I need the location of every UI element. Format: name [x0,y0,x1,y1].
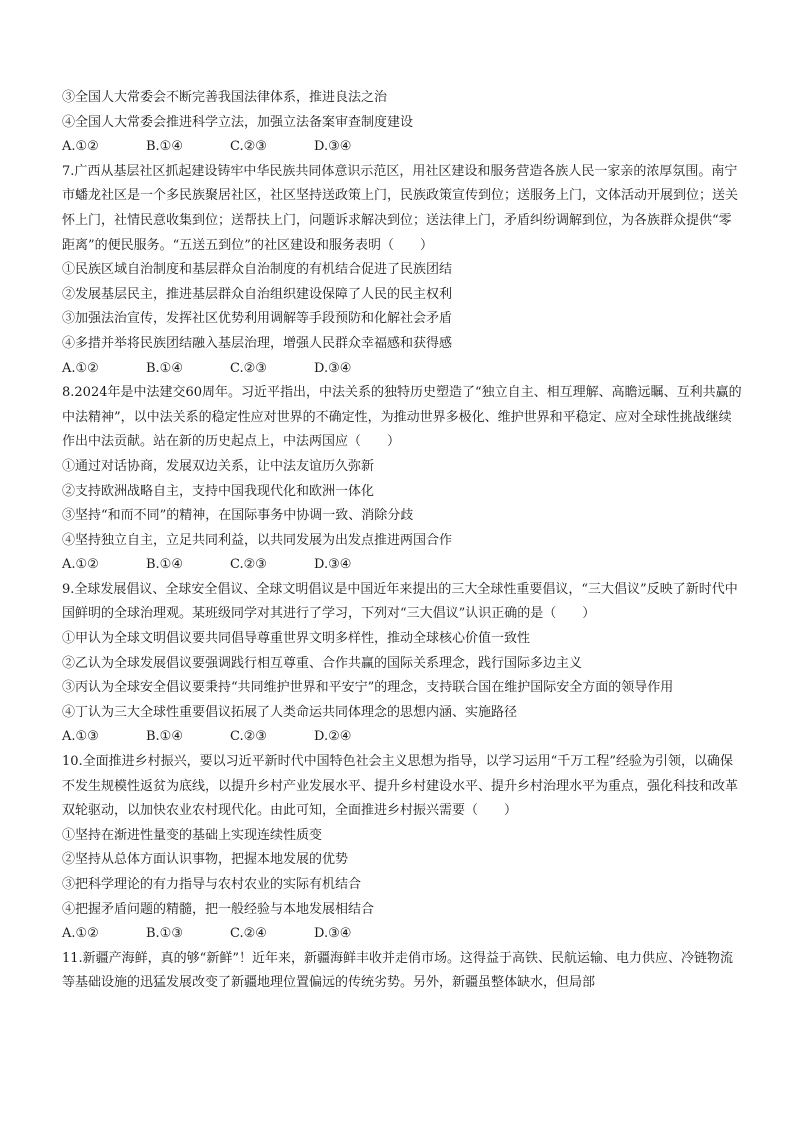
option-line: ③丙认为全球安全倡议要秉持“共同维护世界和平安宁”的理念，支持联合国在维护国际安全方面的领导作用 [62,680,674,696]
choice-b: B.①④ [146,557,183,573]
choice-b: B.①④ [146,360,183,376]
choice-d: D.②④ [314,729,352,745]
option-line: ④全国人大常委会推进科学立法，加强立法备案审查制度建设 [62,114,414,130]
choice-d: D.③④ [314,926,352,942]
choice-c: C.②④ [230,926,267,942]
choice-a: A.①③ [62,729,99,745]
question-11-stem: 11.新疆产海鲜，真的够“新鲜”！近年来，新疆海鲜丰收并走俏市场。这得益于高铁、民航运输、电力供应、冷链物流等基础设施的迅猛发展改变了新疆地理位置偏远的传统劣势。另外，新疆虽整体缺水，但局部 [62,950,733,991]
answer-choices [62,553,742,578]
choice-c: C.②③ [230,729,267,745]
choice-d: D.③④ [314,557,352,573]
choice-a: A.①② [62,360,99,376]
option-line: ③坚持“和而不同”的精神，在国际事务中协调一致、消除分歧 [62,508,414,524]
question-8-stem: 8.2024年是中法建交60周年。习近平指出，中法关系的独特历史塑造了“独立自主、相互理解、高瞻远瞩、互利共赢的中法精神”，以中法关系的稳定性应对世界的不确定性，为推动世界多极化、维护世界和平稳定、应对全球性挑战继续作出中法贡献。站在新的历史起点上，中法两国应（ ） [62,385,742,450]
option-line: ④坚持独立自主，立足共同利益，以共同发展为出发点推进两国合作 [62,532,453,548]
option-line: ①坚持在渐进性量变的基础上实现连续性质变 [62,827,323,843]
option-line: ③加强法治宣传，发挥社区优势利用调解等手段预防和化解社会矛盾 [62,311,453,327]
choice-b: B.①③ [146,926,183,942]
option-line: ③全国人大常委会不断完善我国法律体系，推进良法之治 [62,90,388,105]
option-line: ①通过对话协商，发展双边关系，让中法友谊历久弥新 [62,458,375,474]
answer-choices [62,357,742,382]
choice-c: C.②③ [230,139,267,155]
option-line: ①甲认为全球文明倡议要共同倡导尊重世界文明多样性，推动全球核心价值一致性 [62,631,531,647]
choice-d: D.③④ [314,360,352,376]
question-7-stem: 7.广西从基层社区抓起建设铸牢中华民族共同体意识示范区，用社区建设和服务营造各族人民一家亲的浓厚氛围。南宁市蟠龙社区是一个多民族聚居社区，社区坚持送政策上门，民族政策宣传到位；送服务上门，文体活动开展到位；送关怀上门，社情民意收集到位；送帮扶上门，问题诉求解决到位；送法律上门，矛盾纠纷调解到位，为各族群众提供“零距离”的便民服务。“五送五到位”的社区建设和服务表明（ ） [62,163,739,253]
choice-b: B.①④ [146,139,183,155]
choice-a: A.①② [62,926,99,942]
answer-choices [62,922,742,947]
answer-choices [62,135,742,160]
choice-d: D.③④ [314,139,352,155]
choice-c: C.②③ [230,360,267,376]
option-line: ②乙认为全球发展倡议要强调践行相互尊重、合作共赢的国际关系理念，践行国际多边主义 [62,655,583,671]
option-line: ①民族区域自治制度和基层群众自治制度的有机结合促进了民族团结 [62,262,453,278]
option-line: ④把握矛盾问题的精髓，把一般经验与本地发展相结合 [62,901,375,917]
option-line: ③把科学理论的有力指导与农村农业的实际有机结合 [62,877,362,892]
choice-a: A.①② [62,557,99,573]
question-9-stem: 9.全球发展倡议、全球安全倡议、全球文明倡议是中国近年来提出的三大全球性重要倡议，“三大倡议”反映了新时代中国鲜明的全球治理观。某班级同学对其进行了学习，下列对“三大倡议”认识正确的是（ ） [62,581,738,622]
option-line: ④丁认为三大全球性重要倡议拓展了人类命运共同体理念的思想内涵、实施路径 [62,704,518,720]
choice-c: C.②③ [230,557,267,573]
option-line: ②发展基层民主，推进基层群众自治组织建设保障了人民的民主权利 [62,286,453,302]
choice-a: A.①② [62,139,99,155]
question-10-stem: 10.全面推进乡村振兴，要以习近平新时代中国特色社会主义思想为指导，以学习运用“千万工程”经验为引领，以确保不发生规模性返贫为底线，以提升乡村产业发展水平、提升乡村建设水平、提升乡村治理水平为重点，强化科技和改革双轮驱动，以加快农业农村现代化。由此可知，全面推进乡村振兴需要（ ） [62,754,739,819]
option-line: ④多措并举将民族团结融入基层治理，增强人民群众幸福感和获得感 [62,335,453,351]
answer-choices [62,725,742,750]
option-line: ②坚持从总体方面认识事物，把握本地发展的优势 [62,852,349,868]
option-line: ②支持欧洲战略自主，支持中国我现代化和欧洲一体化 [62,483,375,499]
choice-b: B.①④ [146,729,183,745]
exam-page [62,86,742,996]
